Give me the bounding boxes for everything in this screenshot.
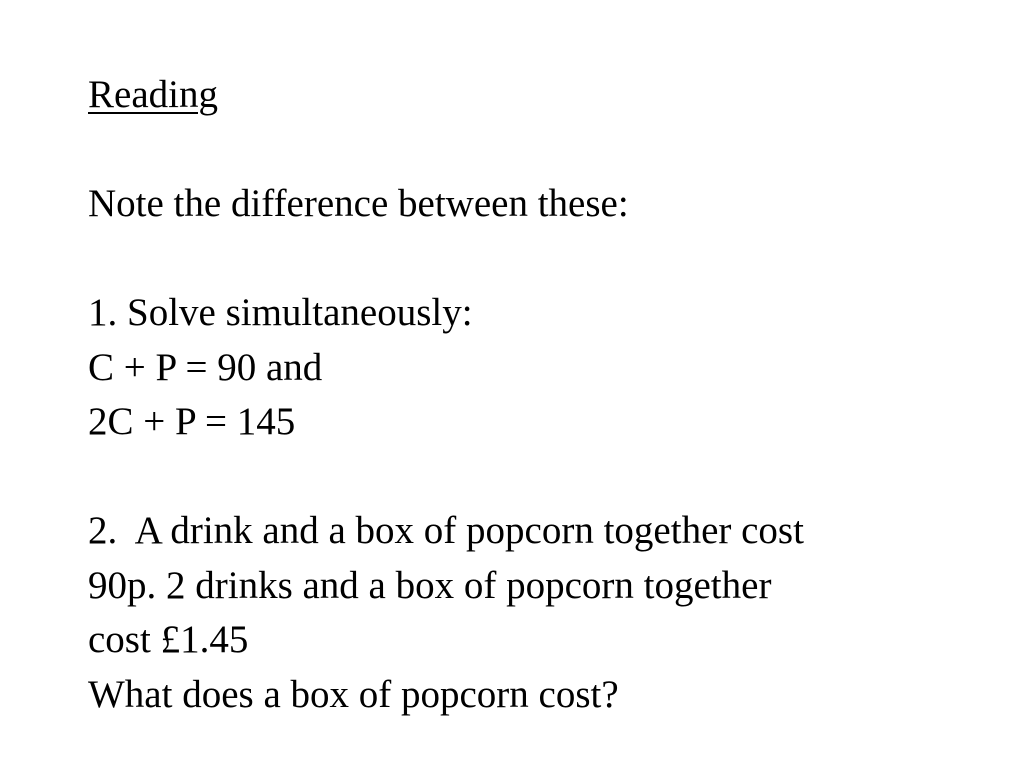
spacer [88,123,988,178]
question-2-line-3: cost £1.45 [88,618,249,661]
question-2-line-2: 90p. 2 drinks and a box of popcorn together [88,563,772,607]
spacer [88,232,988,287]
question-2-line-4: What does a box of popcorn cost? [88,672,619,716]
slide-content [88,68,988,722]
intro-text: Note the difference between these: [88,182,629,225]
question-2-line-1: 2. A drink and a box of popcorn together cost [88,509,804,552]
equation-2: 2C + P = 145 [88,400,296,443]
equation-1: C + P = 90 and [88,345,323,389]
question-1-title: 1. Solve simultaneously: [88,291,473,334]
spacer [88,450,988,505]
slide-heading: Reading [88,73,218,116]
